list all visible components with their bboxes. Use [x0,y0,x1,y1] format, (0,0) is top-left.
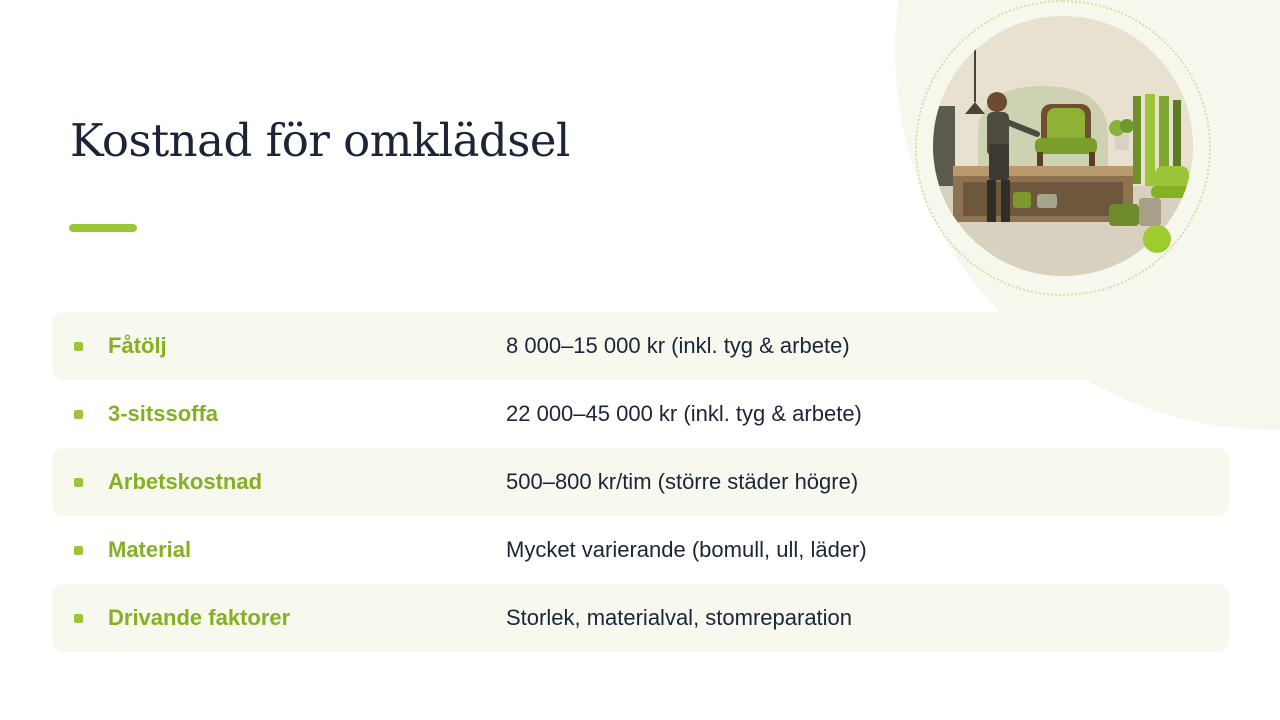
cost-row-value: 8 000–15 000 kr (inkl. tyg & arbete) [506,333,850,358]
bullet-icon [74,546,83,555]
cost-row-value: Mycket varierande (bomull, ull, läder) [506,537,867,562]
title-accent-bar [69,224,137,232]
cost-row-label: 3-sitssoffa [108,401,219,426]
cost-row [52,380,1229,448]
bullet-icon [74,614,83,623]
cost-row [52,516,1229,584]
cost-row-label: Fåtölj [108,333,167,358]
cost-row-value: 500–800 kr/tim (större städer högre) [506,469,859,494]
cost-table [52,312,1229,652]
cost-row-label: Material [108,537,192,562]
cost-row-value: Storlek, materialval, stomreparation [506,605,853,630]
slide-title: Kostnad för omklädsel [70,114,570,167]
bullet-icon [74,478,83,487]
bullet-icon [74,342,83,351]
cost-row-label: Arbetskostnad [108,469,263,494]
cost-row [52,584,1229,652]
cost-row [52,312,1229,380]
cost-row-label: Drivande faktorer [108,605,291,630]
cost-row [52,448,1229,516]
bullet-icon [74,410,83,419]
accent-dot [1143,225,1171,253]
cost-row-value: 22 000–45 000 kr (inkl. tyg & arbete) [506,401,862,426]
